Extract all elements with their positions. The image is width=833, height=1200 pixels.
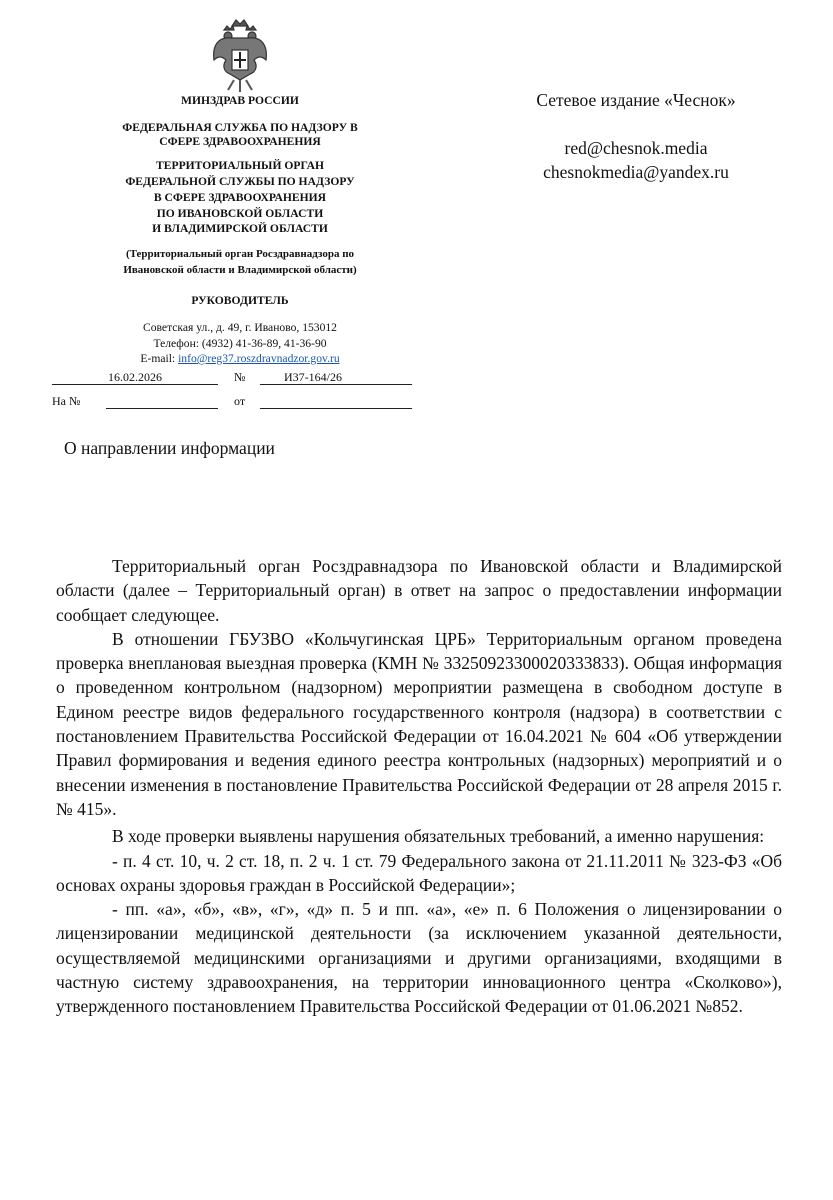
service-name-line2: СФЕРЕ ЗДРАВООХРАНЕНИЯ (159, 135, 321, 148)
phone: Телефон: (4932) 41-36-89, 41-36-90 (153, 337, 327, 350)
email-link[interactable]: info@reg37.roszdravnadzor.gov.ru (178, 352, 340, 365)
recipient-email2: chesnokmedia@yandex.ru (543, 162, 729, 182)
body-name-line1: ТЕРРИТОРИАЛЬНЫЙ ОРГАН (156, 159, 324, 172)
body-name-line3: В СФЕРЕ ЗДРАВООХРАНЕНИЯ (153, 191, 327, 204)
paragraph-inspection: В отношении ГБУЗВО «Кольчугинская ЦРБ» Территориальным органом проведена проверка внеплановая выездная проверка (КМН № 33250923300020333833). Общая информация о проведенном контрольном (надзорном) мероприятии размещена в свободном доступе в Едином реестре видов федерального государственного контроля (надзора) в соответствии с постановлением Правительства Российской Федерации от 16.04.2021 № 604 «Об утверждении Правил формирования и ведения единого реестра контрольных (надзорных) мероприятий и о внесении изменения в постановление Правительства Российской Федерации от 28 апреля 2015 г. № 415». (56, 628, 782, 819)
position-title: РУКОВОДИТЕЛЬ (191, 294, 289, 307)
ref-number-field (106, 394, 218, 409)
ministry-name: МИНЗДРАВ РОССИИ (181, 94, 299, 107)
body-name-line5: И ВЛАДИМИРСКОЙ ОБЛАСТИ (152, 222, 328, 235)
paragraph-violations: В ходе проверки выявлены нарушения обязательных требований, а именно нарушения: (112, 826, 765, 847)
registration-number (260, 370, 412, 385)
ref-label: На № (52, 394, 81, 408)
short-name-line1: (Территориальный орган Росздравнадзора по (125, 248, 355, 260)
body-name-line4: ПО ИВАНОВСКОЙ ОБЛАСТИ (156, 207, 324, 220)
address: Советская ул., д. 49, г. Иваново, 153012 (143, 321, 337, 334)
number-label: № (234, 370, 246, 384)
letter-subject: О направлении информации (64, 438, 275, 458)
paragraph-violation-2: - пп. «а», «б», «в», «г», «д» п. 5 и пп. «а», «е» п. 6 Положения о лицензировании о лицензировании медицинской деятельности (за исключением указанной деятельности, осуществляемой медицинскими организациями и другими организациями, входящими в частную систему здравоохранения, на территории инновационного центра «Сколково»), утвержденного постановлением Правительства Российской Федерации от 01.06.2021 №852. (56, 899, 782, 1017)
paragraph-violation-1: - п. 4 ст. 10, ч. 2 ст. 18, п. 2 ч. 1 ст. 79 Федерального закона от 21.11.2011 № 323-ФЗ «Об основах охраны здоровья граждан в Российской Федерации»; (56, 850, 782, 895)
service-name-line1: ФЕДЕРАЛЬНАЯ СЛУЖБА ПО НАДЗОРУ В (122, 121, 358, 134)
from-date-field (260, 394, 412, 409)
registration-date: 16.02.2026 (52, 370, 218, 385)
recipient-email1: red@chesnok.media (564, 138, 708, 158)
email-line (40, 351, 440, 367)
paragraph-intro: Территориальный орган Росздравнадзора по Ивановской области и Владимирской области (далее – Территориальный орган) в ответ на запрос о предоставлении информации сообщает следующее. (56, 556, 782, 625)
body-name-line2: ФЕДЕРАЛЬНОЙ СЛУЖБЫ ПО НАДЗОРУ (125, 175, 355, 188)
letter-body (56, 554, 782, 1019)
short-name-line2: Ивановской области и Владимирской области) (123, 264, 357, 276)
email-label: E-mail: (140, 352, 176, 365)
recipient-name: Сетевое издание «Чеснок» (536, 90, 736, 110)
registration-number-value: И37-164/26 (284, 370, 342, 384)
coat-of-arms-icon (208, 16, 272, 96)
from-label: от (234, 394, 246, 408)
